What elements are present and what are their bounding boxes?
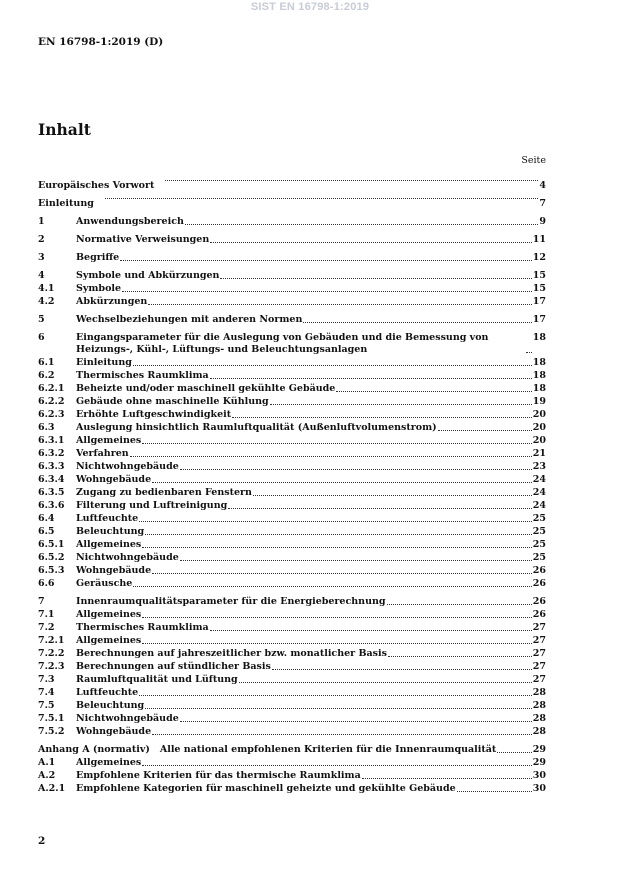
- toc-entry[interactable]: [38, 252, 546, 264]
- toc-entry-page: 20: [532, 435, 546, 446]
- toc-entry-page: 19: [532, 396, 546, 407]
- toc-entry-page: 24: [532, 500, 546, 511]
- dot-leader: [272, 669, 532, 670]
- toc-entry-title: Eingangsparameter für die Auslegung von Gebäuden und die Bemessung von Heizungs-, Kühl-, Lüftungs- und Beleuchtungsanlagen: [76, 332, 489, 355]
- toc-entry-page: 30: [532, 770, 546, 781]
- toc-entry-number: 2: [38, 234, 45, 245]
- toc-entry-page: 25: [532, 526, 546, 537]
- toc-entry-title: Nichtwohngebäude: [76, 713, 179, 724]
- toc-entry-number: 7.3: [38, 674, 55, 685]
- toc-entry-number: 6.2.1: [38, 383, 65, 394]
- toc-entry-page: 17: [532, 296, 546, 307]
- toc-entry-title: Beleuchtung: [76, 700, 145, 711]
- toc-entry-page: 12: [532, 252, 546, 263]
- toc-entry[interactable]: [38, 234, 546, 246]
- toc-entry[interactable]: [38, 713, 546, 725]
- toc-entry-title: Einleitung: [76, 357, 132, 368]
- toc-entry-page: 11: [532, 234, 546, 245]
- toc-entry-number: 5: [38, 314, 45, 325]
- dot-leader: [497, 752, 531, 753]
- toc-entry[interactable]: [38, 635, 546, 647]
- toc-entry-number: 7.2.2: [38, 648, 65, 659]
- dot-leader: [232, 417, 532, 418]
- dot-leader: [142, 443, 531, 444]
- document-identifier: EN 16798-1:2019 (D): [38, 36, 164, 48]
- toc-entry-page: 4: [539, 180, 546, 191]
- toc-entry-page: 27: [532, 635, 546, 646]
- dot-leader: [180, 721, 532, 722]
- toc-entry[interactable]: [38, 314, 546, 326]
- toc-entry[interactable]: [38, 513, 546, 525]
- toc-entry[interactable]: [38, 744, 546, 756]
- dot-leader: [142, 765, 531, 766]
- table-of-contents: [38, 180, 546, 795]
- toc-entry[interactable]: [38, 770, 546, 782]
- page-title: Inhalt: [38, 120, 91, 139]
- dot-leader: [130, 456, 532, 457]
- toc-entry[interactable]: [38, 448, 546, 460]
- dot-leader: [438, 430, 532, 431]
- watermark: SIST EN 16798-1:2019: [250, 1, 370, 13]
- toc-entry-title: Luftfeuchte: [76, 687, 139, 698]
- toc-entry-title: Thermisches Raumklima: [76, 370, 209, 381]
- dot-leader: [142, 547, 531, 548]
- toc-entry-number: 6.1: [38, 357, 55, 368]
- toc-entry-title: Geräusche: [76, 578, 133, 589]
- toc-entry-number: 6.3.2: [38, 448, 65, 459]
- dot-leader: [303, 322, 531, 323]
- toc-entry-title: Innenraumqualitätsparameter für die Energieberechnung: [76, 596, 386, 607]
- toc-entry-title: Nichtwohngebäude: [76, 461, 179, 472]
- toc-entry-page: 29: [532, 744, 546, 755]
- toc-entry[interactable]: [38, 539, 546, 551]
- toc-entry-page: 28: [532, 700, 546, 711]
- toc-entry-title: Normative Verweisungen: [76, 234, 210, 245]
- toc-entry-title: Allgemeines: [76, 757, 142, 768]
- toc-entry-number: 7: [38, 596, 45, 607]
- dot-leader: [253, 495, 532, 496]
- toc-entry-number: A.2: [38, 770, 56, 781]
- toc-entry-page: 23: [532, 461, 546, 472]
- toc-entry[interactable]: [38, 526, 546, 538]
- toc-entry-title: Allgemeines: [76, 539, 142, 550]
- toc-entry-number: 6: [38, 332, 45, 343]
- toc-entry-number: 7.5.1: [38, 713, 65, 724]
- toc-entry-page: 25: [532, 552, 546, 563]
- toc-entry-page: 27: [532, 661, 546, 672]
- dot-leader: [210, 242, 532, 243]
- toc-entry-title: Abkürzungen: [76, 296, 148, 307]
- toc-entry-page: 27: [532, 648, 546, 659]
- toc-entry-title: Verfahren: [76, 448, 129, 459]
- toc-entry[interactable]: [38, 578, 546, 590]
- toc-entry-title: Berechnungen auf jahreszeitlicher bzw. monatlicher Basis: [76, 648, 387, 659]
- toc-entry[interactable]: [38, 409, 546, 421]
- toc-entry-number: 7.2: [38, 622, 55, 633]
- toc-entry-page: 20: [532, 409, 546, 420]
- dot-leader: [122, 291, 532, 292]
- toc-entry-title: Anwendungsbereich: [76, 216, 184, 227]
- toc-entry[interactable]: [38, 370, 546, 382]
- toc-entry-page: 26: [532, 565, 546, 576]
- toc-entry[interactable]: [38, 596, 546, 608]
- dot-leader: [139, 695, 532, 696]
- toc-entry-title: Thermisches Raumklima: [76, 622, 209, 633]
- toc-entry-page: 28: [532, 726, 546, 737]
- dot-leader: [526, 352, 532, 353]
- dot-leader: [180, 469, 532, 470]
- dot-leader: [133, 586, 531, 587]
- toc-entry-number: 7.4: [38, 687, 55, 698]
- dot-leader: [165, 180, 538, 181]
- toc-entry-title: Begriffe: [76, 252, 120, 263]
- toc-entry[interactable]: [38, 700, 546, 712]
- dot-leader: [270, 404, 532, 405]
- toc-entry-page: 7: [539, 198, 546, 209]
- toc-entry-number: 6.2: [38, 370, 55, 381]
- toc-entry-number: 6.2.3: [38, 409, 65, 420]
- toc-entry-title: Wohngebäude: [76, 726, 152, 737]
- toc-entry-title: Allgemeines: [76, 609, 142, 620]
- toc-entry[interactable]: [38, 180, 546, 192]
- toc-entry-number: 6.5.1: [38, 539, 65, 550]
- toc-entry-page: 9: [539, 216, 546, 227]
- toc-entry-title: Beleuchtung: [76, 526, 145, 537]
- toc-entry[interactable]: [38, 357, 546, 369]
- toc-entry[interactable]: [38, 283, 546, 295]
- toc-entry-page: 26: [532, 578, 546, 589]
- toc-entry-title: Auslegung hinsichtlich Raumluftqualität (Außenluftvolumenstrom): [76, 422, 437, 433]
- dot-leader: [220, 278, 531, 279]
- toc-entry-page: 28: [532, 713, 546, 724]
- toc-entry-title: Symbole: [76, 283, 122, 294]
- dot-leader: [388, 656, 532, 657]
- toc-entry-title: Nichtwohngebäude: [76, 552, 179, 563]
- toc-entry-page: 27: [532, 622, 546, 633]
- toc-entry[interactable]: [38, 609, 546, 621]
- dot-leader: [145, 708, 532, 709]
- toc-entry-title: Filterung und Luftreinigung: [76, 500, 228, 511]
- dot-leader: [210, 378, 532, 379]
- toc-entry-number: 7.5: [38, 700, 55, 711]
- toc-entry-number: 7.2.3: [38, 661, 65, 672]
- toc-entry-number: Einleitung: [38, 198, 94, 209]
- toc-entry-title: Erhöhte Luftgeschwindigkeit: [76, 409, 232, 420]
- toc-entry-number: 6.3.4: [38, 474, 65, 485]
- dot-leader: [152, 482, 532, 483]
- toc-entry-title: Beheizte und/oder maschinell gekühlte Gebäude: [76, 383, 336, 394]
- toc-entry[interactable]: [38, 461, 546, 473]
- toc-entry-number: 6.2.2: [38, 396, 65, 407]
- toc-entry-number: 6.5.2: [38, 552, 65, 563]
- toc-entry[interactable]: [38, 422, 546, 434]
- toc-entry-title: Empfohlene Kategorien für maschinell geheizte und gekühlte Gebäude: [76, 783, 456, 794]
- toc-entry[interactable]: [38, 332, 546, 356]
- toc-entry-page: 18: [532, 357, 546, 368]
- toc-entry[interactable]: [38, 383, 546, 395]
- toc-entry[interactable]: [38, 396, 546, 408]
- toc-entry[interactable]: [38, 198, 546, 210]
- dot-leader: [152, 573, 532, 574]
- toc-entry-title: Wechselbeziehungen mit anderen Normen: [76, 314, 303, 325]
- dot-leader: [105, 198, 539, 199]
- toc-entry[interactable]: [38, 474, 546, 486]
- toc-entry[interactable]: [38, 565, 546, 577]
- toc-entry-number: 6.3.1: [38, 435, 65, 446]
- toc-entry-title: Raumluftqualität und Lüftung: [76, 674, 238, 685]
- toc-entry-number: 7.2.1: [38, 635, 65, 646]
- dot-leader: [145, 534, 532, 535]
- toc-entry[interactable]: [38, 757, 546, 769]
- dot-leader: [185, 224, 538, 225]
- dot-leader: [148, 304, 531, 305]
- toc-entry-number: A.1: [38, 757, 56, 768]
- toc-entry[interactable]: [38, 648, 546, 660]
- toc-entry-page: 26: [532, 596, 546, 607]
- toc-entry[interactable]: [38, 783, 546, 795]
- toc-entry[interactable]: [38, 726, 546, 738]
- dot-leader: [133, 365, 532, 366]
- toc-entry-page: 15: [532, 270, 546, 281]
- toc-entry-number: 3: [38, 252, 45, 263]
- toc-entry[interactable]: [38, 622, 546, 634]
- toc-entry-title: Luftfeuchte: [76, 513, 139, 524]
- toc-entry-number: 6.5: [38, 526, 55, 537]
- dot-leader: [239, 682, 532, 683]
- toc-entry[interactable]: [38, 216, 546, 228]
- toc-entry-number: Anhang A (normativ): [38, 744, 150, 755]
- toc-entry-page: 24: [532, 474, 546, 485]
- toc-entry-title: Empfohlene Kriterien für das thermische Raumklima: [76, 770, 361, 781]
- toc-entry[interactable]: [38, 500, 546, 512]
- toc-entry[interactable]: [38, 687, 546, 699]
- toc-entry-page: 21: [532, 448, 546, 459]
- dot-leader: [142, 643, 531, 644]
- toc-entry-page: 24: [532, 487, 546, 498]
- page-number: 2: [38, 835, 46, 847]
- dot-leader: [180, 560, 532, 561]
- toc-entry-number: 7.1: [38, 609, 55, 620]
- dot-leader: [228, 508, 532, 509]
- toc-entry-page: 15: [532, 283, 546, 294]
- toc-entry-page: 18: [532, 370, 546, 381]
- toc-entry-title: Wohngebäude: [76, 474, 152, 485]
- toc-entry-number: 1: [38, 216, 45, 227]
- toc-entry-number: 7.5.2: [38, 726, 65, 737]
- toc-entry-title: Symbole und Abkürzungen: [76, 270, 220, 281]
- toc-entry-title: Allgemeines: [76, 435, 142, 446]
- toc-entry-title: Allgemeines: [76, 635, 142, 646]
- toc-entry[interactable]: [38, 661, 546, 673]
- toc-entry-number: A.2.1: [38, 783, 66, 794]
- toc-entry-page: 28: [532, 687, 546, 698]
- dot-leader: [457, 791, 532, 792]
- toc-entry-number: 6.3.5: [38, 487, 65, 498]
- dot-leader: [120, 260, 532, 261]
- toc-entry[interactable]: [38, 674, 546, 686]
- toc-entry-number: 6.3.6: [38, 500, 65, 511]
- toc-entry-page: 30: [532, 783, 546, 794]
- toc-entry-page: 17: [532, 314, 546, 325]
- toc-entry-title: Berechnungen auf stündlicher Basis: [76, 661, 271, 672]
- toc-entry-title: Alle national empfohlenen Kriterien für die Innenraumqualität: [159, 744, 497, 755]
- toc-entry-page: 27: [532, 674, 546, 685]
- toc-entry-page: 25: [532, 513, 546, 524]
- toc-entry[interactable]: [38, 552, 546, 564]
- toc-entry-number: 4: [38, 270, 45, 281]
- dot-leader: [387, 604, 532, 605]
- toc-entry[interactable]: [38, 270, 546, 282]
- toc-entry-number: 4.2: [38, 296, 55, 307]
- toc-entry-page: 26: [532, 609, 546, 620]
- toc-entry-number: 6.6: [38, 578, 55, 589]
- toc-entry[interactable]: [38, 296, 546, 308]
- toc-entry-number: 6.3: [38, 422, 55, 433]
- dot-leader: [139, 521, 532, 522]
- toc-entry-page: 20: [532, 422, 546, 433]
- toc-entry-title: Zugang zu bedienbaren Fenstern: [76, 487, 252, 498]
- toc-entry-number: 4.1: [38, 283, 55, 294]
- toc-entry-page: 29: [532, 757, 546, 768]
- toc-entry-title: Gebäude ohne maschinelle Kühlung: [76, 396, 269, 407]
- toc-entry-number: 6.5.3: [38, 565, 65, 576]
- toc-entry-number: 6.4: [38, 513, 55, 524]
- dot-leader: [210, 630, 532, 631]
- toc-entry[interactable]: [38, 435, 546, 447]
- toc-entry-number: 6.3.3: [38, 461, 65, 472]
- page-column-label: Seite: [521, 155, 546, 166]
- dot-leader: [152, 734, 532, 735]
- dot-leader: [142, 617, 531, 618]
- toc-entry[interactable]: [38, 487, 546, 499]
- toc-entry-title: Wohngebäude: [76, 565, 152, 576]
- dot-leader: [362, 778, 532, 779]
- toc-entry-page: 25: [532, 539, 546, 550]
- toc-entry-page: 18: [532, 332, 546, 343]
- dot-leader: [336, 391, 531, 392]
- toc-entry-page: 18: [532, 383, 546, 394]
- toc-entry-number: Europäisches Vorwort: [38, 180, 155, 191]
